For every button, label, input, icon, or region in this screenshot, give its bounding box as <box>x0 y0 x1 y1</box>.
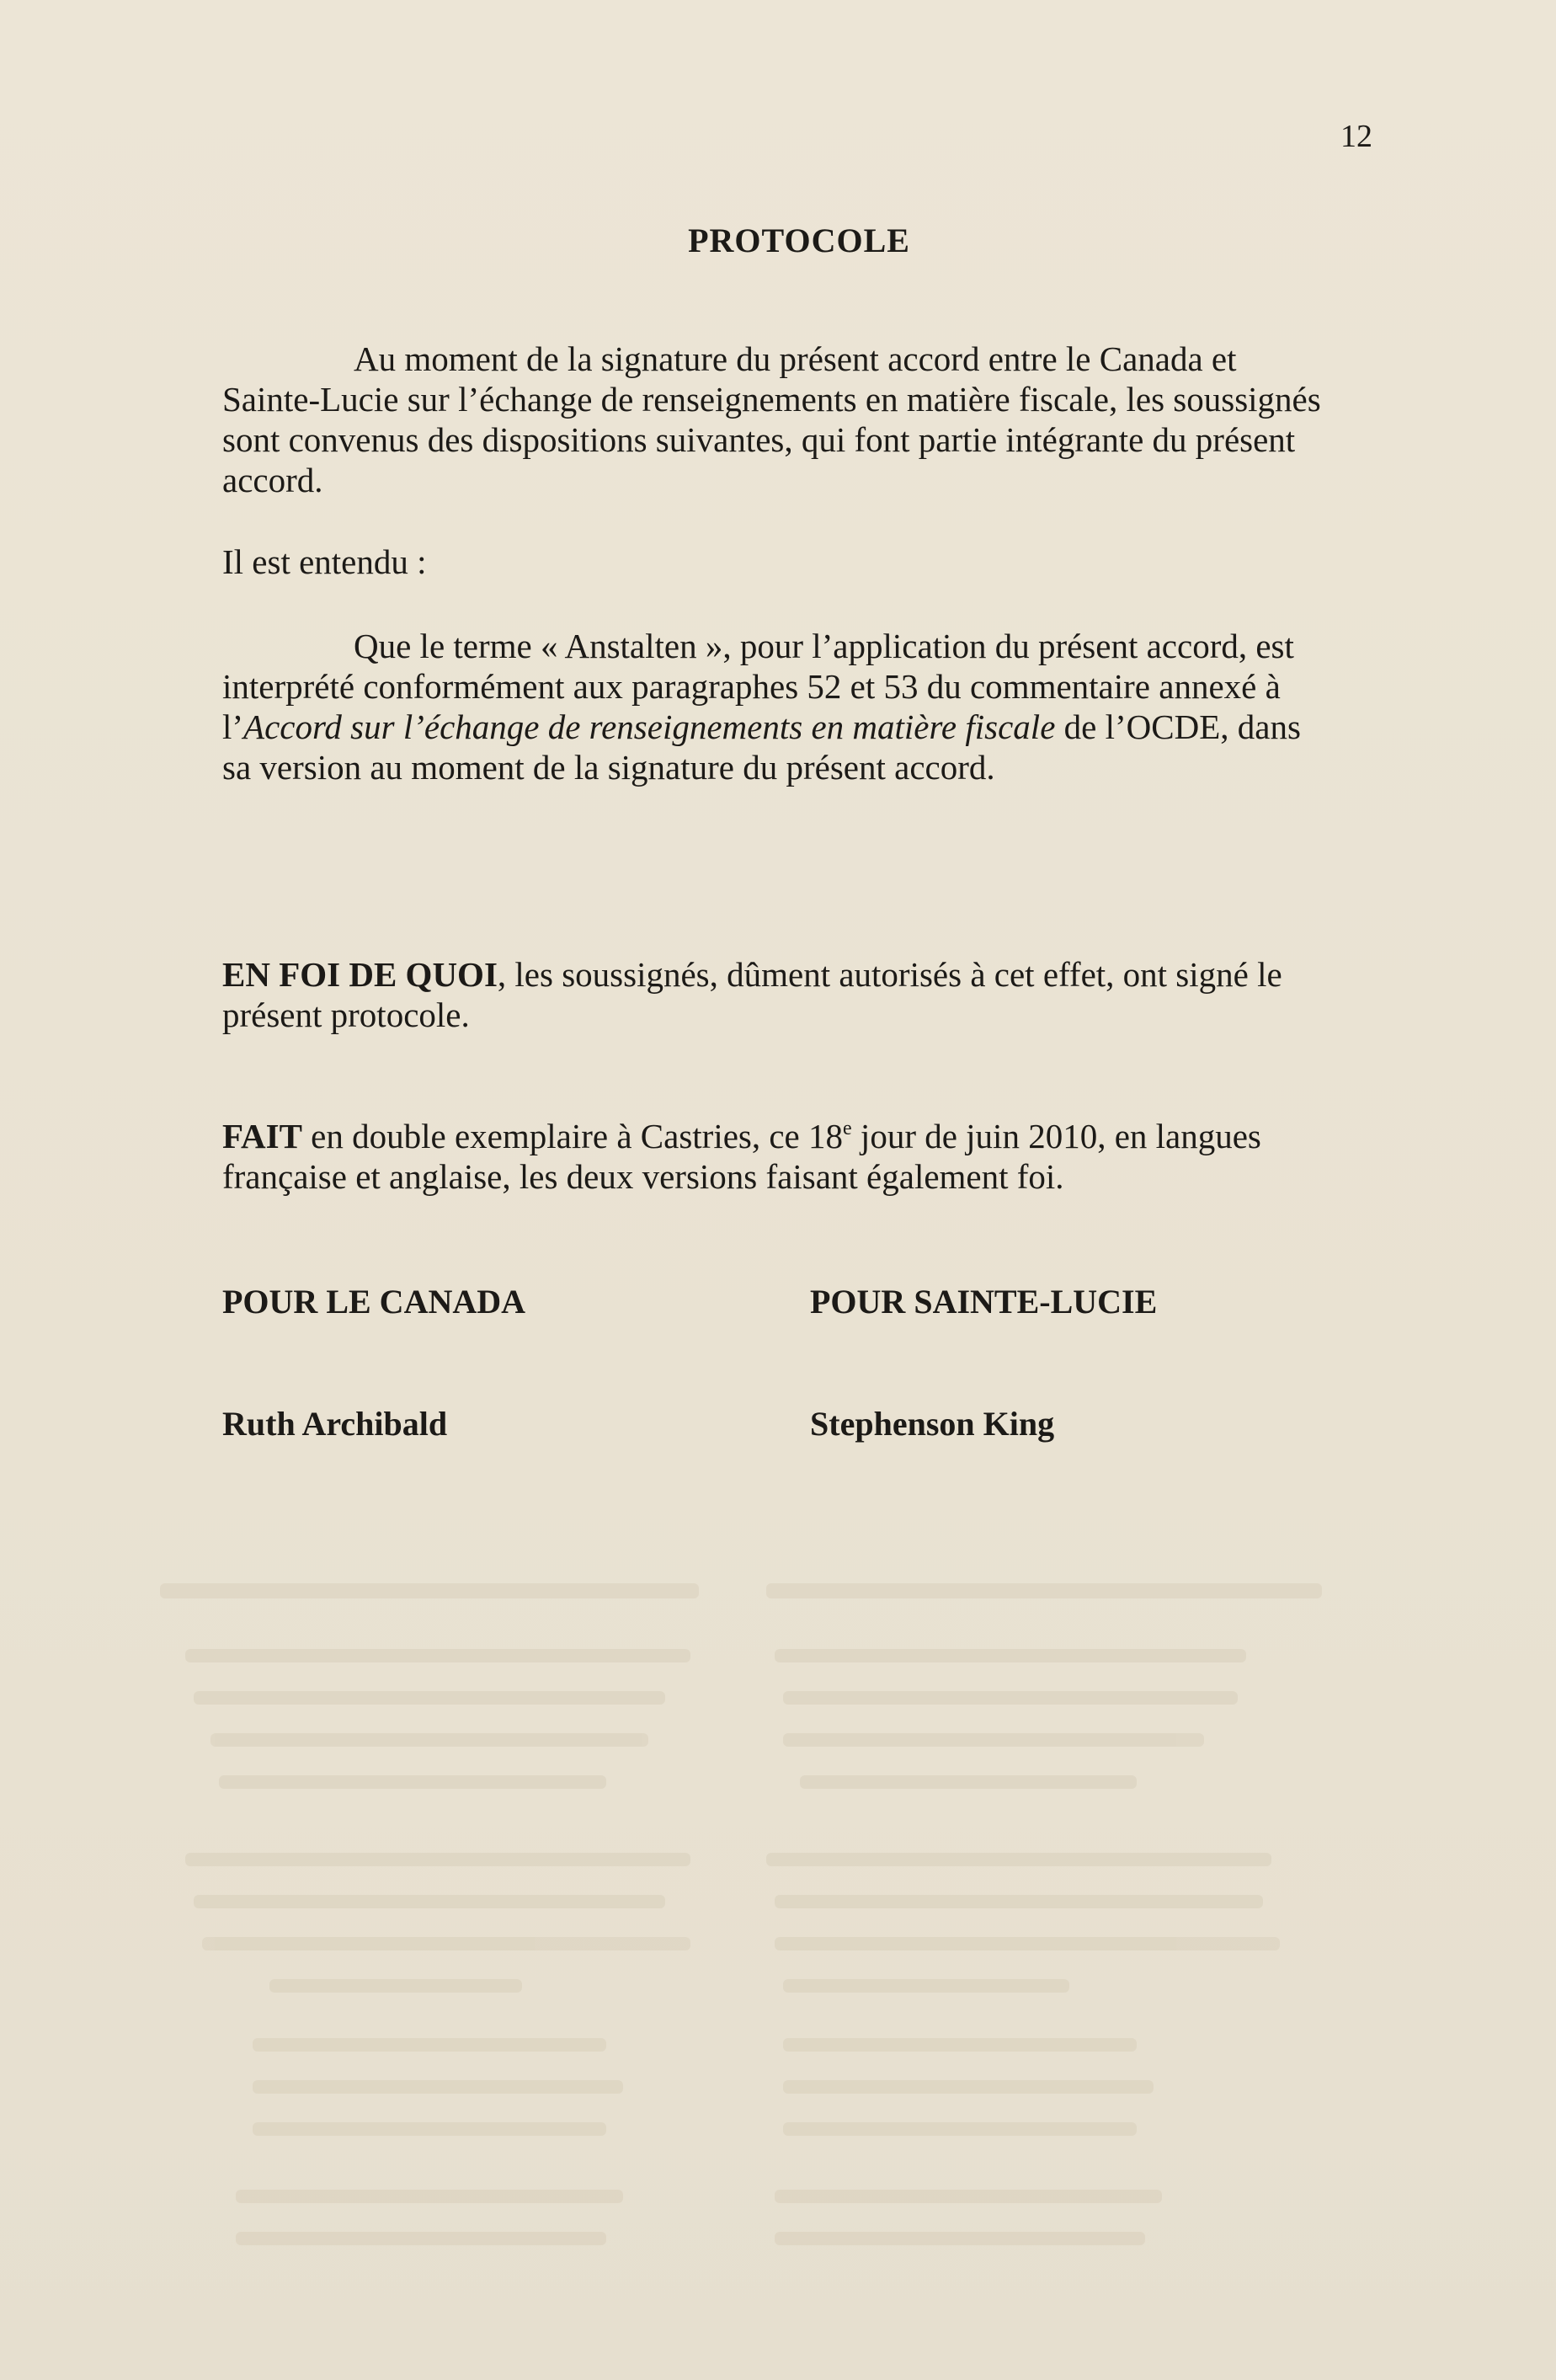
anstalten-text-after: de l’OCDE, dans sa version au moment de la signature du présent accord. <box>222 707 1301 787</box>
page-number: 12 <box>1340 119 1372 154</box>
signature-heading-sainte-lucie: POUR SAINTE-LUCIE <box>810 1283 1158 1321</box>
fait-text-before: en double exemplaire à Castries, ce 18 <box>301 1117 844 1155</box>
en-foi-bold: EN FOI DE QUOI <box>222 955 498 994</box>
anstalten-italic-title: Accord sur l’échange de renseignements en matière fiscale <box>243 707 1056 746</box>
anstalten-text-before: Que le terme « Anstalten », pour l’application du présent accord, est interprété conformément aux paragraphes 52 et 53 du commentaire annexé à l’ <box>222 627 1294 746</box>
intro-paragraph: Au moment de la signature du présent accord entre le Canada et Sainte-Lucie sur l’échange de renseignements en matière fiscale, les soussignés sont convenus des dispositions suivantes, qui font partie intégrante du présent accord. <box>222 339 1321 499</box>
fait-text-after: jour de juin 2010, en langues française et anglaise, les deux versions faisant également foi. <box>222 1117 1261 1196</box>
signatory-name-sainte-lucie: Stephenson King <box>810 1405 1055 1443</box>
en-foi-rest: , les soussignés, dûment autorisés à cet effet, ont signé le présent protocole. <box>222 955 1282 1034</box>
page-title: PROTOCOLE <box>688 221 910 259</box>
signatory-name-canada: Ruth Archibald <box>222 1405 448 1443</box>
fait-bold: FAIT <box>222 1117 302 1155</box>
fait-superscript: e <box>843 1118 852 1139</box>
entendu-line: Il est entendu : <box>222 542 427 581</box>
signature-heading-canada: POUR LE CANADA <box>222 1283 525 1321</box>
